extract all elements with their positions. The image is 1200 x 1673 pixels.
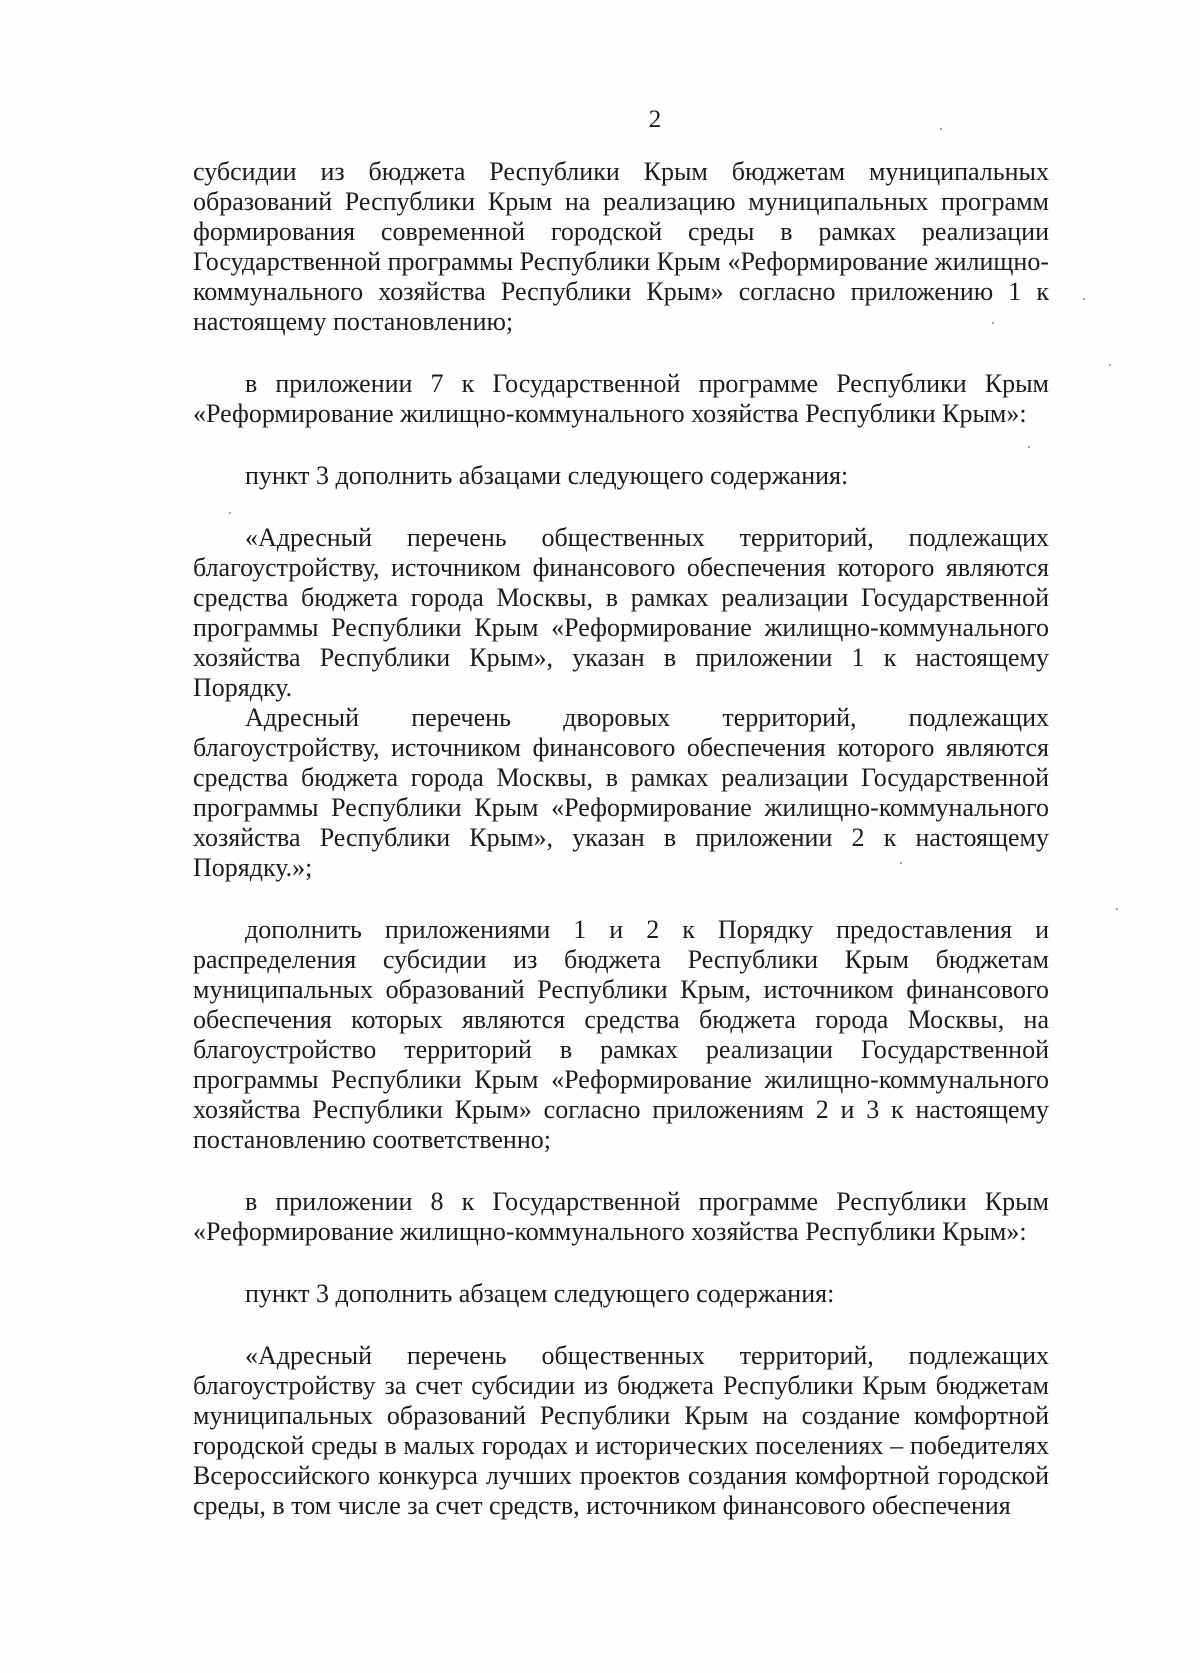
paragraph-item-3-intro: пункт 3 дополнить абзацами следующего содержания: — [245, 461, 849, 490]
page-number: 2 — [648, 106, 662, 133]
scan-speck — [940, 128, 942, 130]
scan-speck — [900, 862, 902, 864]
scan-speck — [1028, 446, 1030, 448]
paragraph-continuation: субсидии из бюджета Республики Крым бюджетам муниципальных образований Республики Крым на реализацию муниципальных программ формирования современной городской среды в рамках реализации Государственной программы Республики Крым «Реформирование жилищно-коммунального хозяйства Республики Крым» согласно приложению 1 к настоящему постановлению; — [193, 157, 1049, 336]
scan-speck — [1109, 364, 1111, 366]
paragraph-annex-8: в приложении 8 к Государственной программе Республики Крым «Реформирование жилищно-коммунального хозяйства Республики Крым»: — [193, 1187, 1049, 1246]
paragraph-public-territories: «Адресный перечень общественных территорий, подлежащих благоустройству, источником финансового обеспечения которого являются средства бюджета города Москвы, в рамках реализации Государственной программы Республики Крым «Реформирование жилищно-коммунального хозяйства Республики Крым», указан в приложении 1 к настоящему Порядку. — [193, 523, 1049, 702]
scan-speck — [992, 322, 994, 324]
scan-speck — [1116, 908, 1118, 910]
paragraph-item-3-intro-2: пункт 3 дополнить абзацем следующего содержания: — [245, 1279, 835, 1308]
scan-speck — [229, 512, 231, 514]
document-body — [193, 157, 1049, 1521]
paragraph-annex-7: в приложении 7 к Государственной программе Республики Крым «Реформирование жилищно-коммунального хозяйства Республики Крым»: — [193, 369, 1049, 428]
paragraph-supplement-annexes: дополнить приложениями 1 и 2 к Порядку предоставления и распределения субсидии из бюджета Республики Крым бюджетам муниципальных образований Республики Крым, источником финансового обеспечения которых являются средства бюджета города Москвы, на благоустройство территорий в рамках реализации Государственной программы Республики Крым «Реформирование жилищно-коммунального хозяйства Республики Крым» согласно приложениям 2 и 3 к настоящему постановлению соответственно; — [193, 915, 1049, 1154]
paragraph-courtyard-territories: Адресный перечень дворовых территорий, подлежащих благоустройству, источником финансового обеспечения которого являются средства бюджета города Москвы, в рамках реализации Государственной программы Республики Крым «Реформирование жилищно-коммунального хозяйства Республики Крым», указан в приложении 2 к настоящему Порядку.»; — [193, 703, 1049, 882]
paragraph-comfortable-environment: «Адресный перечень общественных территорий, подлежащих благоустройству за счет субсидии из бюджета Республики Крым бюджетам муниципальных образований Республики Крым на создание комфортной городской среды в малых городах и исторических поселениях – победителях Всероссийского конкурса лучших проектов создания комфортной городской среды, в том числе за счет средств, источником финансового обеспечения — [193, 1341, 1049, 1520]
scan-speck — [1083, 298, 1085, 300]
